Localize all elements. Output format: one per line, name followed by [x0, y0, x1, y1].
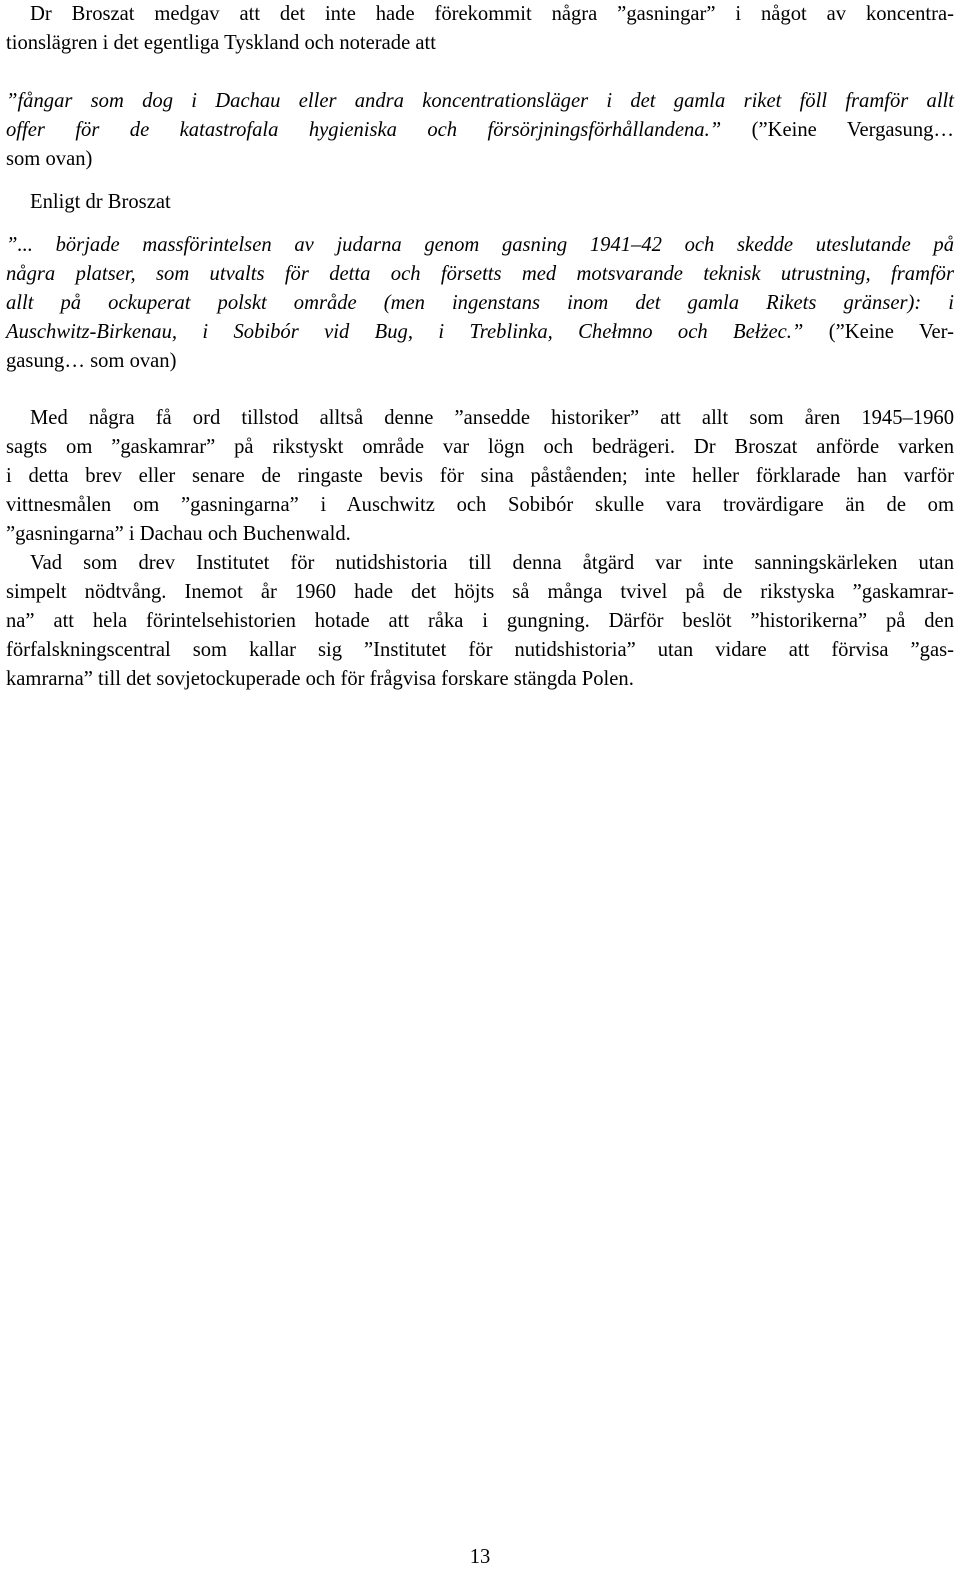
text-line: förfalskningscentral som kallar sig ”Institutet för nutidshistoria” utan vidare att förvisa ”gas-: [6, 639, 954, 661]
text-line: Med några få ord tillstod alltså denne ”ansedde historiker” att allt som åren 1945–1960: [30, 407, 954, 429]
text-line: i detta brev eller senare de ringaste bevis för sina påståenden; inte heller förklarade han varför: [6, 465, 954, 487]
quote-line: ”... började massförintelsen av judarna genom gasning 1941–42 och skedde uteslutande på: [6, 234, 954, 256]
text-line: na” att hela förintelsehistorien hotade att råka i gungning. Därför beslöt ”historikerna” på den: [6, 610, 954, 632]
quote-line: ”fångar som dog i Dachau eller andra koncentrationsläger i det gamla riket föll framför allt: [6, 90, 954, 112]
text-line: Dr Broszat medgav att det inte hade förekommit några ”gasningar” i något av koncentra-: [30, 3, 954, 25]
paragraph-analysis: [6, 404, 954, 549]
paragraph-intro: [6, 0, 954, 58]
citation: gasung… som ovan): [6, 350, 177, 372]
text-line: simpelt nödtvång. Inemot år 1960 hade det höjts så många tvivel på de rikstyska ”gaskamrar-: [6, 581, 954, 603]
text-line: Vad som drev Institutet för nutidshistoria till denna åtgärd var inte sanningskärleken utan: [30, 552, 954, 574]
document-page: [6, 0, 954, 694]
quote-text: offer för de katastrofala hygieniska och försörjningsförhållandena.”: [6, 119, 722, 141]
page-number: 13: [469, 1546, 491, 1568]
citation: (”Keine Ver-: [803, 321, 954, 343]
citation: (”Keine Vergasung…: [721, 119, 955, 141]
citation: som ovan): [6, 148, 93, 170]
quote-text: Auschwitz-Birkenau, i Sobibór vid Bug, i Treblinka, Chełmno och Bełżec.”: [6, 321, 804, 343]
text-line: tionslägren i det egentliga Tyskland och noterade att: [6, 32, 436, 54]
quote-line: allt på ockuperat polskt område (men ingenstans inom det gamla Rikets gränser): i: [6, 292, 954, 314]
text-line: ”gasningarna” i Dachau och Buchenwald.: [6, 523, 351, 545]
intro-line: Enligt dr Broszat: [30, 191, 171, 213]
block-quote-dachau: [6, 87, 954, 174]
text-line: kamrarna” till det sovjetockuperade och för frågvisa forskare stängda Polen.: [6, 668, 634, 690]
text-line: vittnesmålen om ”gasningarna” i Auschwitz och Sobibór skulle vara trovärdigare än de om: [6, 494, 954, 516]
quote-line: [6, 116, 954, 145]
quote-line: [6, 318, 954, 347]
text-line: sagts om ”gaskamrar” på rikstyskt område var lögn och bedrägeri. Dr Broszat anförde varken: [6, 436, 954, 458]
block-quote-broszat: [6, 231, 954, 376]
quote-line: några platser, som utvalts för detta och försetts med motsvarande teknisk utrustning, framför: [6, 263, 954, 285]
paragraph-conclusion: [6, 549, 954, 694]
